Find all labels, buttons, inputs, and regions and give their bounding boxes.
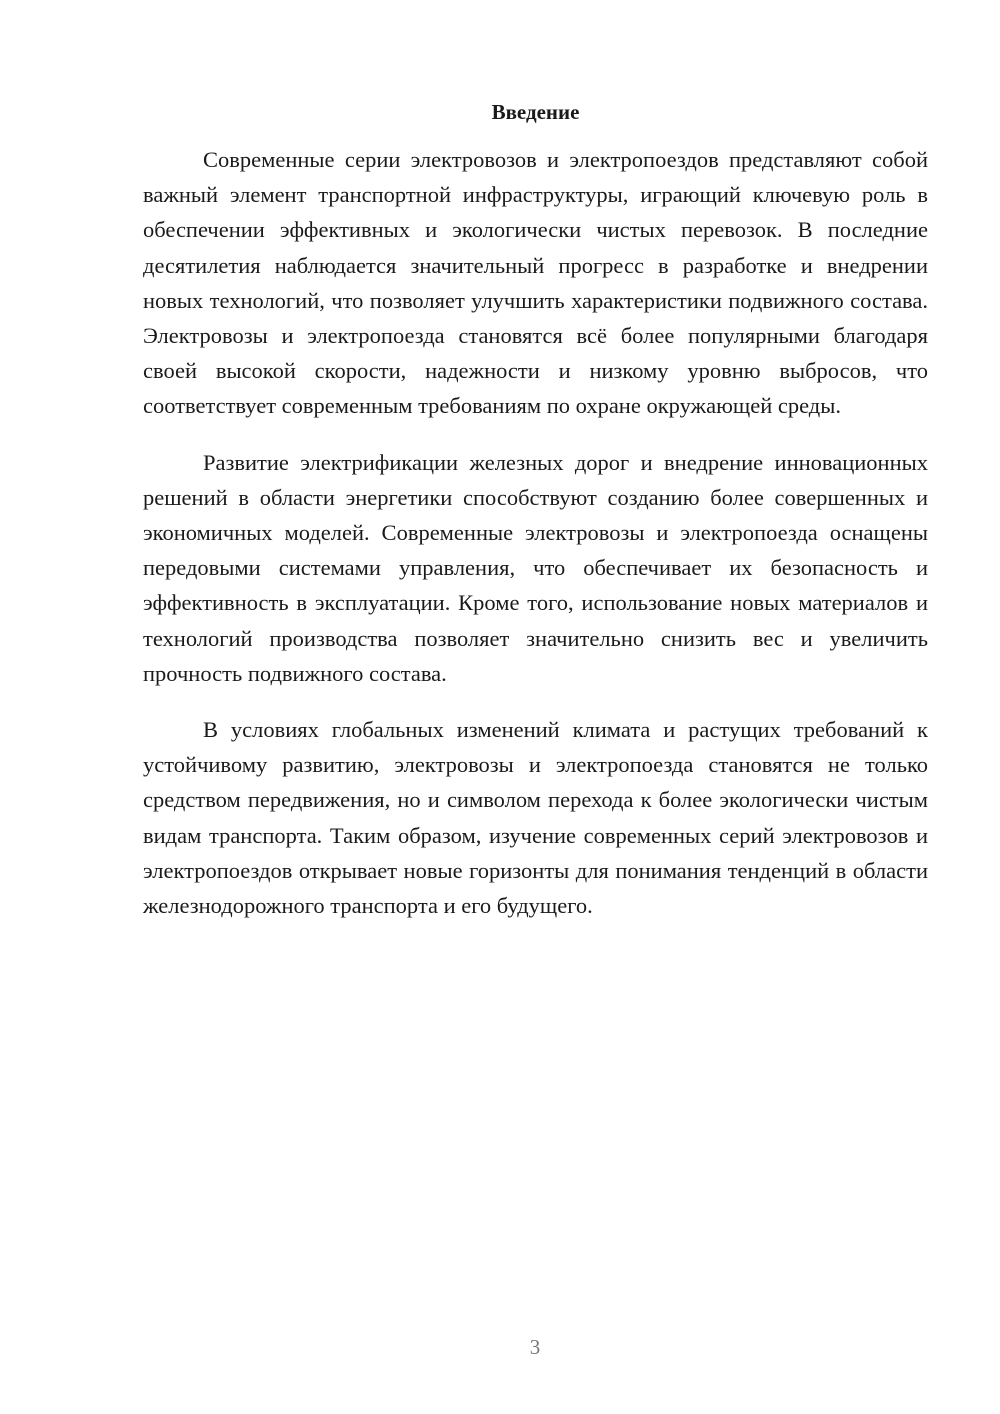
section-title: Введение	[491, 100, 580, 124]
paragraph-3: В условиях глобальных изменений климата и растущих требований к устойчивому развитию, электровозы и электропоезда становятся не только средством передвижения, но и символом перехода к более экологически чистым видам транспорта. Таким образом, изучение современных серий электровозов и электропоездов открывает новые горизонты для понимания тенденций в области железнодорожного транспорта и его будущего.	[143, 717, 928, 919]
page-number: 3	[529, 1335, 541, 1359]
paragraph-2: Развитие электрификации железных дорог и внедрение инновационных решений в области энергетики способствуют созданию более совершенных и экономичных моделей. Современные электровозы и электропоезда оснащены передовыми системами управления, что обеспечивает их безопасность и эффективность в эксплуатации. Кроме того, использование новых материалов и технологий производства позволяет значительно снизить вес и увеличить прочность подвижного состава.	[143, 449, 928, 686]
paragraph-1: Современные серии электровозов и электропоездов представляют собой важный элемент транспортной инфраструктуры, играющий ключевую роль в обеспечении эффективных и экологически чистых перевозок. В последние десятилетия наблюдается значительный прогресс в разработке и внедрении новых технологий, что позволяет улучшить характеристики подвижного состава. Электровозы и электропоезда становятся всё более популярными благодаря своей высокой скорости, надежности и низкому уровню выбросов, что соответствует современным требованиям по охране окружающей среды.	[143, 147, 928, 419]
body-text	[143, 142, 928, 944]
